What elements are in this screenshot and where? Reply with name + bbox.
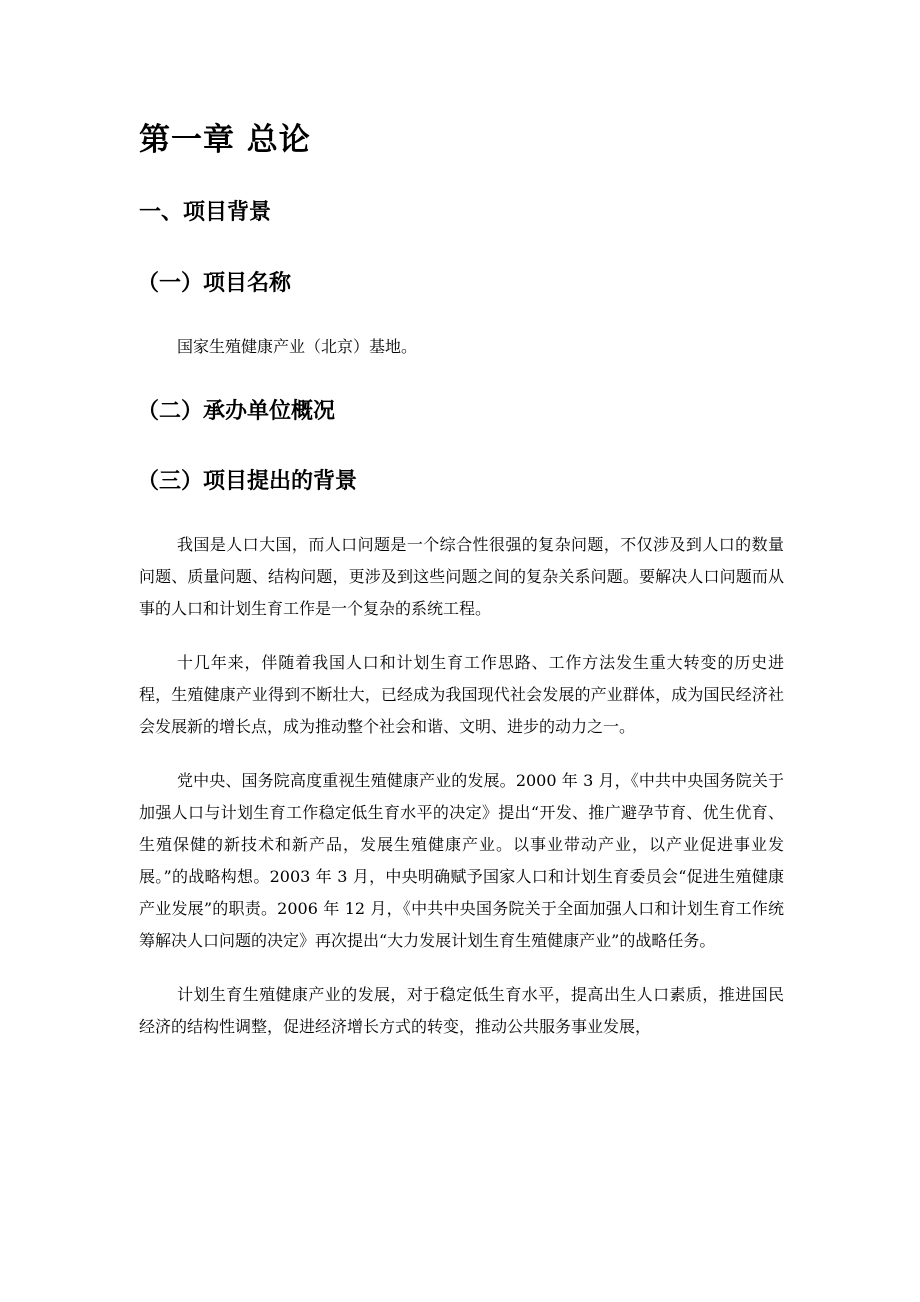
subsection-title-project-name: （一）项目名称 (137, 271, 292, 296)
background-paragraph-3: 党中央、国务院高度重视生殖健康产业的发展。2000 年 3 月，《中共中央国务院关于加强人口与计划生育工作稳定低生育水平的决定》提出“开发、推广避孕节育、优生优育、生殖保健的新技术和新产品，发展生殖健康产业。以事业带动产业，以产业促进事业发展。”的战略构想。2003 年 3 月，中央明确赋予国家人口和计划生育委员会“促进生殖健康产业发展”的职责。2006 年 12 月，《中共中央国务院关于全面加强人口和计划生育工作统筹解决人口问题的决定》再次提出“大力发展计划生育生殖健康产业”的战略任务。 (139, 771, 784, 950)
subsection-title-organizer-overview: （二）承办单位概况 (137, 399, 336, 424)
subsection-title-project-background: （三）项目提出的背景 (137, 469, 358, 494)
background-paragraph-1: 我国是人口大国，而人口问题是一个综合性很强的复杂问题，不仅涉及到人口的数量问题、质量问题、结构问题，更涉及到这些问题之间的复杂关系问题。要解决人口问题而从事的人口和计划生育工作是一个复杂的系统工程。 (139, 535, 784, 618)
chapter-title: 第一章 总论 (139, 122, 311, 158)
background-paragraph-4: 计划生育生殖健康产业的发展，对于稳定低生育水平，提高出生人口素质，推进国民经济的结构性调整，促进经济增长方式的转变，推动公共服务事业发展， (139, 985, 784, 1036)
section-title-project-background: 一、项目背景 (139, 200, 272, 225)
background-paragraph-2: 十几年来，伴随着我国人口和计划生育工作思路、工作方法发生重大转变的历史进程，生殖健康产业得到不断壮大，已经成为我国现代社会发展的产业群体，成为国民经济社会发展新的增长点，成为推动整个社会和谐、文明、进步的动力之一。 (139, 653, 784, 736)
project-name-text: 国家生殖健康产业（北京）基地。 (177, 337, 418, 356)
document-body (139, 118, 784, 1065)
